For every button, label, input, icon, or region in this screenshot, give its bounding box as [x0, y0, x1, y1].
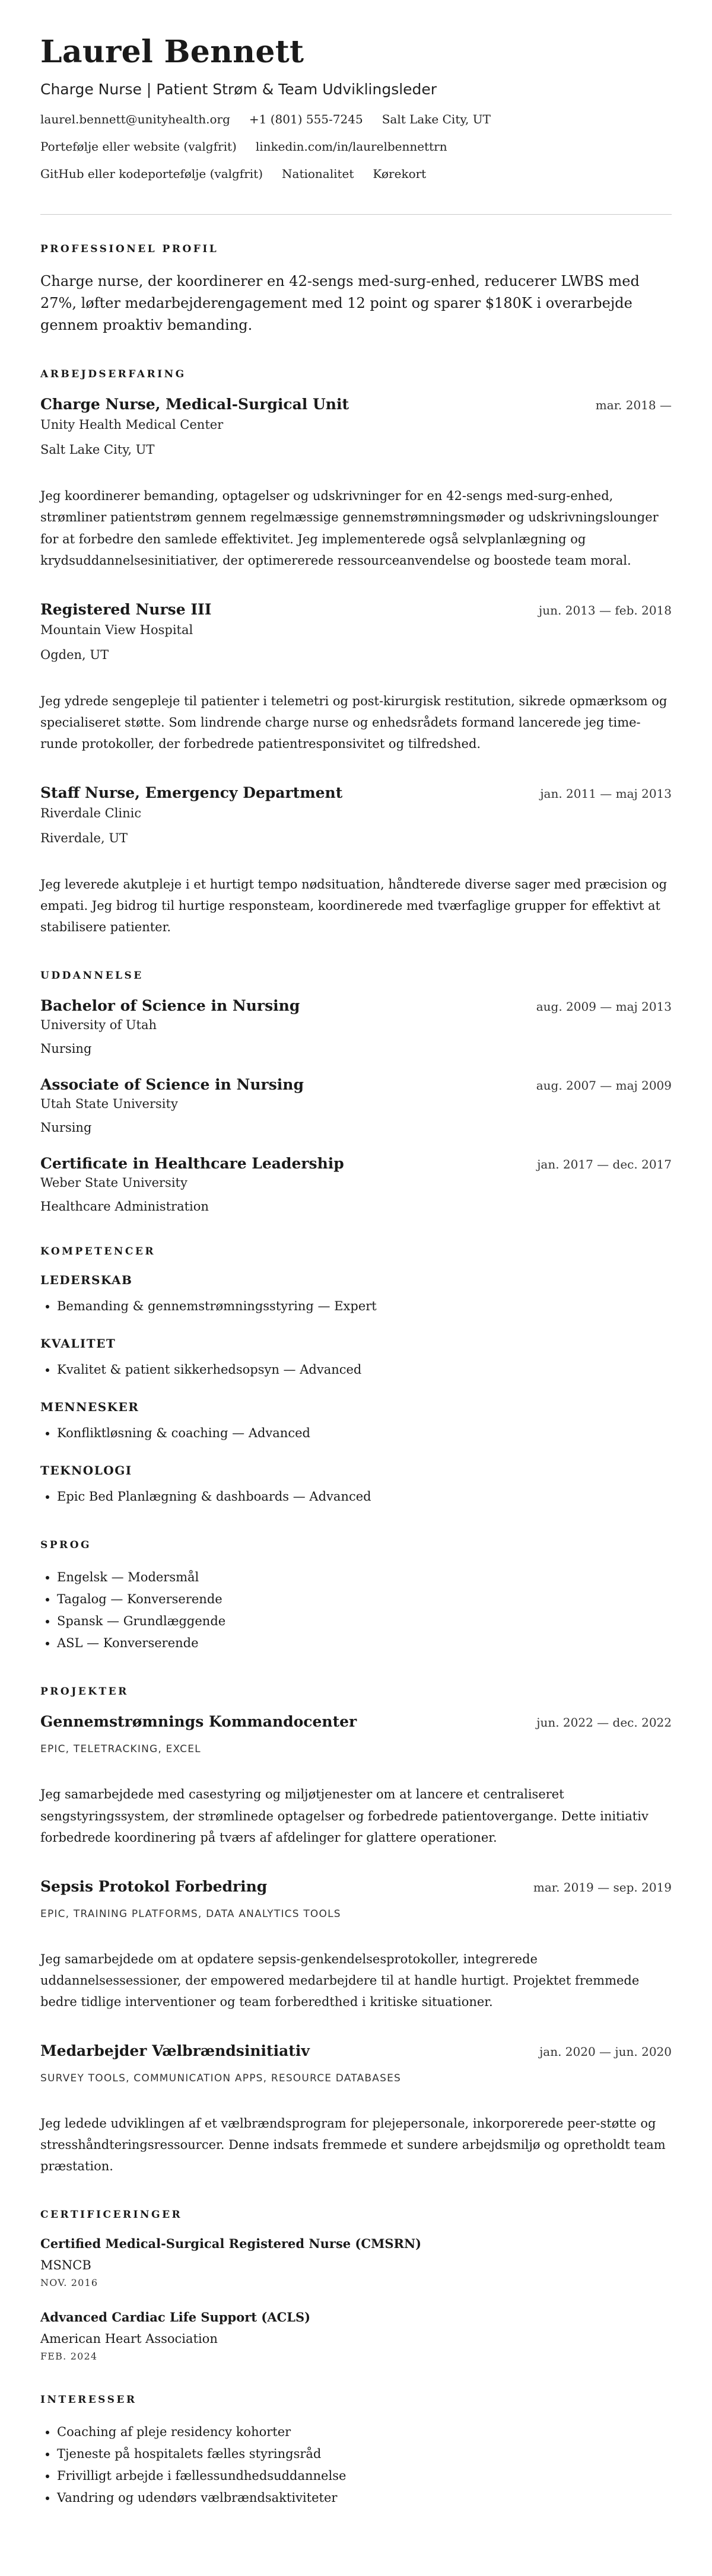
- language-item: • ASL — Konverserende: [57, 1632, 672, 1654]
- project-entry: [40, 1713, 672, 1848]
- section-title-interests: INTERESSER: [40, 2394, 137, 2406]
- language-item: • Engelsk — Modersmål: [57, 1566, 672, 1588]
- interest-item: • Tjeneste på hospitalets fælles styringsråd: [57, 2443, 672, 2465]
- section-title-projects: PROJEKTER: [40, 1686, 129, 1698]
- school-name: University of Utah: [40, 1018, 157, 1033]
- skill-group-title: TEKNOLOGI: [40, 1463, 132, 1478]
- job-description: Jeg koordinerer bemanding, optagelser og udskrivninger for en 42-sengs med-surg-enhed, strømliner patientstrøm gennem regelmæssige gennemstrømningsmøder og udskrivningslounger for at forbedre den samlede effektivitet. Jeg implementerede også selvplanlægning og krydsuddannelsesinitiativer, der optimererede ressourceanvendelse og boostede team moral.: [40, 489, 659, 568]
- language-item: • Spansk — Grundlæggende: [57, 1610, 672, 1632]
- contact-row-3: [40, 167, 672, 181]
- project-entry: [40, 2042, 672, 2177]
- project-tech: SURVEY TOOLS, COMMUNICATION APPS, RESOURCE DATABASES: [40, 2072, 402, 2085]
- education-date: aug. 2007 — maj 2009: [536, 1078, 672, 1093]
- skill-group-title: KVALITET: [40, 1336, 116, 1351]
- field-of-study: Nursing: [40, 1042, 92, 1056]
- resume-header: [40, 34, 672, 181]
- job-employer: Unity Health Medical Center: [40, 418, 224, 432]
- project-tech: EPIC, TRAINING PLATFORMS, DATA ANALYTICS TOOLS: [40, 1908, 341, 1920]
- profile-summary: Charge nurse, der koordinerer en 42-sengs med-surg-enhed, reducerer LWBS med 27%, løfter medarbejderengagement med 12 point og sparer $180K i overarbejde gennem proaktiv bemanding.: [40, 272, 640, 334]
- education-entry: [40, 1076, 672, 1135]
- phone-number[interactable]: +1 (801) 555-7245: [249, 112, 363, 126]
- skill-group: [40, 1336, 672, 1381]
- project-title: Gennemstrømnings Kommandocenter: [40, 1713, 357, 1731]
- languages-section: [40, 1539, 672, 1654]
- field-of-study: Nursing: [40, 1120, 92, 1135]
- job-employer: Riverdale Clinic: [40, 806, 142, 821]
- section-title-languages: SPROG: [40, 1539, 92, 1552]
- school-name: Utah State University: [40, 1097, 178, 1112]
- certification-name: Advanced Cardiac Life Support (ACLS): [40, 2310, 311, 2325]
- experience-section: [40, 368, 672, 938]
- job-title: Staff Nurse, Emergency Department: [40, 784, 343, 802]
- project-title: Medarbejder Vælbrændsinitiativ: [40, 2042, 310, 2060]
- drivers-license-text: Kørekort: [373, 166, 427, 181]
- section-title-education: UDDANNELSE: [40, 970, 144, 982]
- contact-row-1: [40, 112, 672, 126]
- location-text: Salt Lake City, UT: [382, 112, 491, 126]
- degree-title: Certificate in Healthcare Leadership: [40, 1155, 344, 1173]
- degree-title: Associate of Science in Nursing: [40, 1076, 304, 1094]
- portfolio-link[interactable]: Portefølje eller website (valgfrit): [40, 139, 237, 154]
- skill-item: • Kvalitet & patient sikkerhedsopsyn — Advanced: [57, 1359, 672, 1381]
- skill-group-title: LEDERSKAB: [40, 1273, 133, 1288]
- project-description: Jeg samarbejdede om at opdatere sepsis-genkendelsesprotokoller, integrerede uddannelsessessioner, der empowered medarbejdere til at handle hurtigt. Projektet fremmede bedre tidlige interventioner og team forberedthed i kritiske situationer.: [40, 1951, 640, 2009]
- project-date: jan. 2020 — jun. 2020: [539, 2045, 672, 2059]
- education-date: aug. 2009 — maj 2013: [536, 999, 672, 1014]
- skill-group: [40, 1463, 672, 1508]
- skill-group-title: MENNESKER: [40, 1399, 139, 1414]
- profile-section: [40, 243, 672, 337]
- skill-item: • Bemanding & gennemstrømningsstyring — Expert: [57, 1295, 672, 1317]
- job-date: jan. 2011 — maj 2013: [540, 787, 672, 801]
- job-entry: [40, 601, 672, 754]
- section-title-skills: KOMPETENCER: [40, 1246, 155, 1258]
- education-section: [40, 970, 672, 1214]
- certification-date: FEB. 2024: [40, 2351, 98, 2362]
- job-description: Jeg ydrede sengepleje til patienter i telemetri og post-kirurgisk restitution, sikrede opmærksom og specialiseret støtte. Som lindrende charge nurse og enhedsrådets formand lancerede jeg time-runde protokoller, der forbedrede patientresponsivitet og tilfredshed.: [40, 693, 668, 752]
- job-location: Ogden, UT: [40, 647, 109, 662]
- school-name: Weber State University: [40, 1176, 187, 1190]
- job-entry: [40, 784, 672, 938]
- skill-group: [40, 1400, 672, 1444]
- project-description: Jeg samarbejdede med casestyring og miljøtjenester om at lancere et centraliseret sengstyringssystem, der strømlinede optagelser og forbedrede patientovergange. Dette initiativ forbedrede koordinering på tværs af afdelinger for glattere operationer.: [40, 1787, 649, 1845]
- certification-issuer: MSNCB: [40, 2258, 91, 2273]
- education-entry: [40, 1155, 672, 1214]
- project-tech: EPIC, TELETRACKING, EXCEL: [40, 1743, 201, 1756]
- skill-item: • Epic Bed Planlægning & dashboards — Advanced: [57, 1486, 672, 1508]
- project-date: mar. 2019 — sep. 2019: [533, 1880, 672, 1894]
- job-employer: Mountain View Hospital: [40, 622, 193, 637]
- skill-item: • Konfliktløsning & coaching — Advanced: [57, 1422, 672, 1444]
- project-entry: [40, 1878, 672, 2013]
- skills-section: [40, 1246, 672, 1507]
- candidate-tagline: Charge Nurse | Patient Strøm & Team Udviklingsleder: [40, 80, 437, 98]
- job-description: Jeg leverede akutpleje i et hurtigt tempo nødsituation, håndterede diverse sager med præcision og empati. Jeg bidrog til hurtige responsteam, koordinerede med tværfaglige grupper for effektivt at stabilisere patienter.: [40, 877, 668, 935]
- skill-group: [40, 1273, 672, 1317]
- interests-section: [40, 2394, 672, 2508]
- certification-date: NOV. 2016: [40, 2277, 98, 2289]
- projects-section: [40, 1686, 672, 2177]
- job-location: Riverdale, UT: [40, 831, 128, 846]
- job-entry: [40, 396, 672, 571]
- github-link[interactable]: GitHub eller kodeportefølje (valgfrit): [40, 166, 263, 181]
- project-description: Jeg ledede udviklingen af et vælbrændsprogram for plejepersonale, inkorporerede peer-støtte og stresshåndteringsressourcer. Denne indsats fremmede et sundere arbejdsmiljø og opretholdt team præstation.: [40, 2116, 666, 2174]
- project-date: jun. 2022 — dec. 2022: [536, 1715, 672, 1730]
- certification-entry: [40, 2236, 672, 2288]
- job-date: mar. 2018 —: [595, 398, 672, 413]
- nationality-text: Nationalitet: [282, 166, 354, 181]
- linkedin-link[interactable]: linkedin.com/in/laurelbennettrn: [255, 139, 447, 154]
- candidate-name: Laurel Bennett: [40, 34, 304, 70]
- certification-issuer: American Heart Association: [40, 2332, 218, 2346]
- interest-item: • Coaching af pleje residency kohorter: [57, 2421, 672, 2443]
- section-title-profile: PROFESSIONEL PROFIL: [40, 243, 219, 255]
- certification-name: Certified Medical-Surgical Registered Nurse (CMSRN): [40, 2236, 422, 2252]
- contact-row-2: [40, 139, 672, 154]
- language-item: • Tagalog — Konverserende: [57, 1588, 672, 1610]
- job-date: jun. 2013 — feb. 2018: [539, 603, 672, 617]
- certification-entry: [40, 2310, 672, 2362]
- job-title: Registered Nurse III: [40, 600, 212, 618]
- interest-item: • Vandring og udendørs vælbrændsaktiviteter: [57, 2487, 672, 2509]
- education-date: jan. 2017 — dec. 2017: [537, 1157, 672, 1172]
- interest-item: • Frivilligt arbejde i fællessundhedsuddannelse: [57, 2465, 672, 2487]
- section-title-certifications: CERTIFICERINGER: [40, 2209, 183, 2221]
- education-entry: [40, 997, 672, 1056]
- section-title-experience: ARBEJDSERFARING: [40, 368, 186, 381]
- job-location: Salt Lake City, UT: [40, 442, 155, 457]
- certifications-section: [40, 2209, 672, 2362]
- project-title: Sepsis Protokol Forbedring: [40, 1877, 268, 1895]
- field-of-study: Healthcare Administration: [40, 1199, 209, 1214]
- header-divider: [40, 214, 672, 215]
- job-title: Charge Nurse, Medical-Surgical Unit: [40, 396, 349, 413]
- degree-title: Bachelor of Science in Nursing: [40, 997, 300, 1015]
- email-link[interactable]: laurel.bennett@unityhealth.org: [40, 112, 230, 126]
